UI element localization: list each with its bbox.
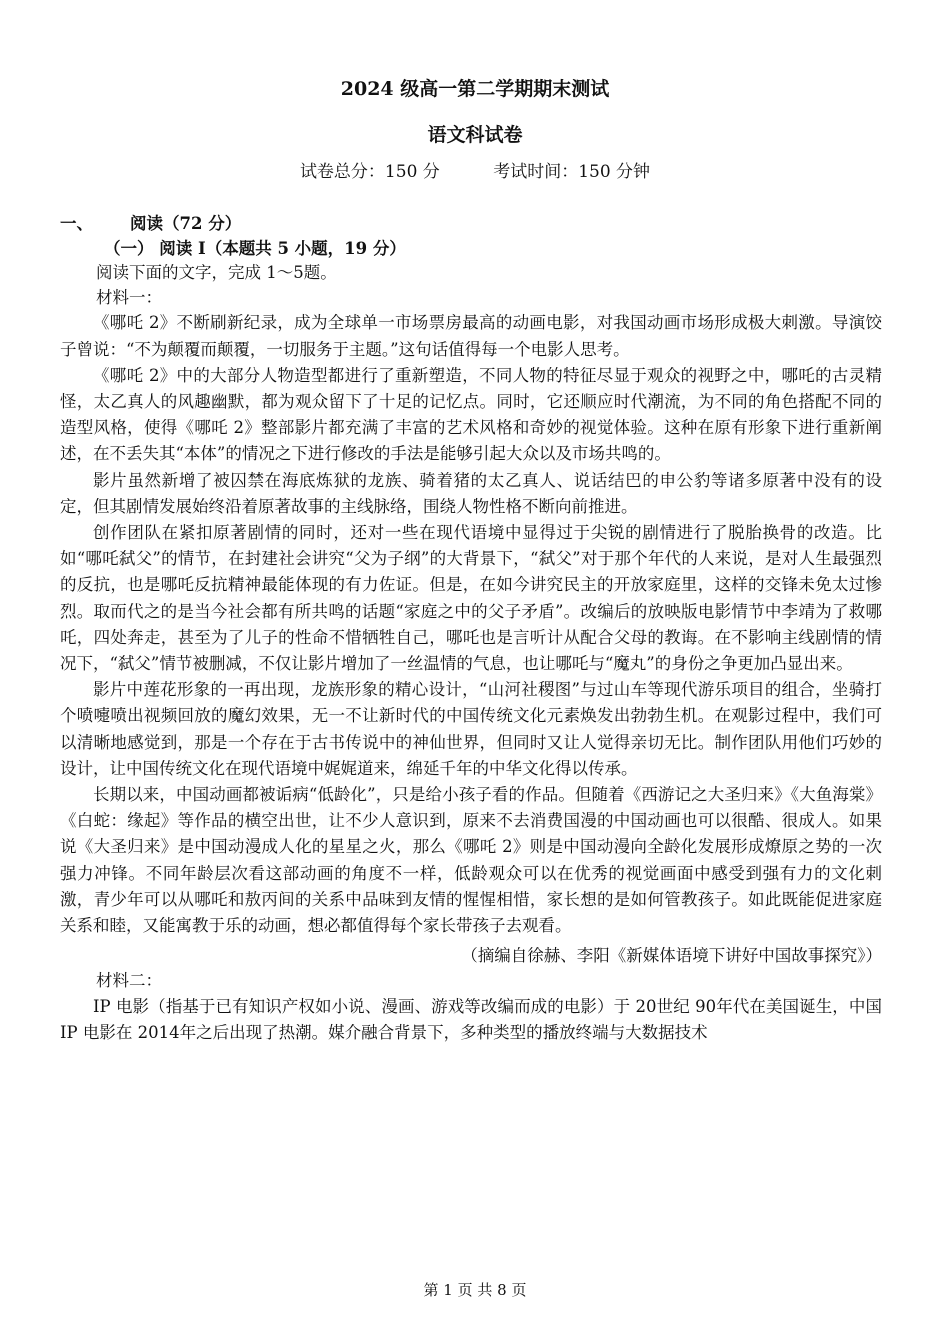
section-number: 一、 <box>60 214 93 233</box>
exam-meta <box>0 157 950 182</box>
exam-body <box>60 212 882 1046</box>
exam-title: 2024 级高一第二学期期末测试 <box>340 78 610 100</box>
section-title: 阅读（72 分） <box>130 214 242 233</box>
material2-label: 材料二： <box>96 971 162 991</box>
exam-subtitle: 语文科试卷 <box>427 124 523 146</box>
instruction: 阅读下面的文字，完成 1～5题。 <box>96 263 337 283</box>
total-score: 试卷总分：150 分 <box>299 162 440 182</box>
material1-paragraph: 创作团队在紧扣原著剧情的同时，还对一些在现代语境中显得过于尖锐的剧情进行了脱胎换骨的改造。比如“哪吒弑父”的情节，在封建社会讲究“父为子纲”的大背景下，“弑父”对于那个年代的人来说，是对人生最强烈的反抗，也是哪吒反抗精神最能体现的有力佐证。但是，在如今讲究民主的开放家庭里，这样的交锋未免太过惨烈。取而代之的是当今社会都有所共鸣的话题“家庭之中的父子矛盾”。改编后的放映版电影情节中李靖为了救哪吒，四处奔走，甚至为了儿子的性命不惜牺牲自己，哪吒也是言听计从配合父母的教诲。在不影响主线剧情的情况下，“弑父”情节被删减，不仅让影片增加了一丝温情的气息，也让哪吒与“魔丸”的身份之争更加凸显出来。 <box>60 523 882 674</box>
page-number: 第 1 页 共 8 页 <box>423 1281 527 1299</box>
material1-paragraph: 《哪吒 2》中的大部分人物造型都进行了重新塑造，不同人物的特征尽显于观众的视野之中，哪吒的古灵精怪，太乙真人的风趣幽默，都为观众留下了十足的记忆点。同时，它还顺应时代潮流，为不同的角色搭配不同的造型风格，使得《哪吒 2》整部影片都充满了丰富的艺术风格和奇妙的视觉体验。这种在原有形象下进行重新阐述，在不丢失其“本体”的情况之下进行修改的手法是能够引起大众以及市场共鸣的。 <box>60 365 882 464</box>
section-heading <box>60 212 882 237</box>
exam-time: 考试时间：150 分钟 <box>493 162 651 182</box>
material1-paragraph: 长期以来，中国动画都被诟病“低龄化”，只是给小孩子看的作品。但随着《西游记之大圣归来》《大鱼海棠》《白蛇：缘起》等作品的横空出世，让不少人意识到，原来不去消费国漫的中国动画也可以很酷、很成人。如果说《大圣归来》是中国动漫成人化的星星之火，那么《哪吒 2》则是中国动漫向全龄化发展形成燎原之势的一次强力冲锋。不同年龄层次看这部动画的角度不一样，低龄观众可以在优秀的视觉画面中感受到强有力的文化刺激，青少年可以从哪吒和敖丙间的关系中品味到友情的惺惺相惜，家长想的是如何管教孩子。如此既能促进家庭关系和睦，又能寓教于乐的动画，想必都值得每个家长带孩子去观看。 <box>60 785 882 936</box>
material1-paragraph: 影片虽然新增了被囚禁在海底炼狱的龙族、骑着猪的太乙真人、说话结巴的申公豹等诸多原著中没有的设定，但其剧情发展始终沿着原著故事的主线脉络，围绕人物性格不断向前推进。 <box>60 470 882 516</box>
material1-paragraph: 影片中莲花形象的一再出现，龙族形象的精心设计，“山河社稷图”与过山车等现代游乐项目的组合，坐骑打个喷嚏喷出视频回放的魔幻效果，无一不让新时代的中国传统文化元素焕发出勃勃生机。在观影过程中，我们可以清晰地感觉到，那是一个存在于古书传说中的神仙世界，但同时又让人觉得亲切无比。制作团队用他们巧妙的设计，让中国传统文化在现代语境中娓娓道来，绵延千年的中华文化得以传承。 <box>60 680 882 778</box>
material1-source: （摘编自徐赫、李阳《新媒体语境下讲好中国故事探究》） <box>461 946 882 966</box>
material1-paragraph: 《哪吒 2》不断刷新纪录，成为全球单一市场票房最高的动画电影，对我国动画市场形成极大刺激。导演饺子曾说：“不为颠覆而颠覆，一切服务于主题。”这句话值得每一个电影人思考。 <box>60 313 882 359</box>
material2-paragraph: IP 电影（指基于已有知识产权如小说、漫画、游戏等改编而成的电影）于 20世纪 90年代在美国诞生，中国 IP 电影在 2014年之后出现了热潮。媒介融合背景下，多种类型的播放终端与大数据技术 <box>60 996 882 1043</box>
part-heading: （一） 阅读 I（本题共 5 小题，19 分） <box>104 238 406 258</box>
material1-label: 材料一： <box>96 287 162 307</box>
